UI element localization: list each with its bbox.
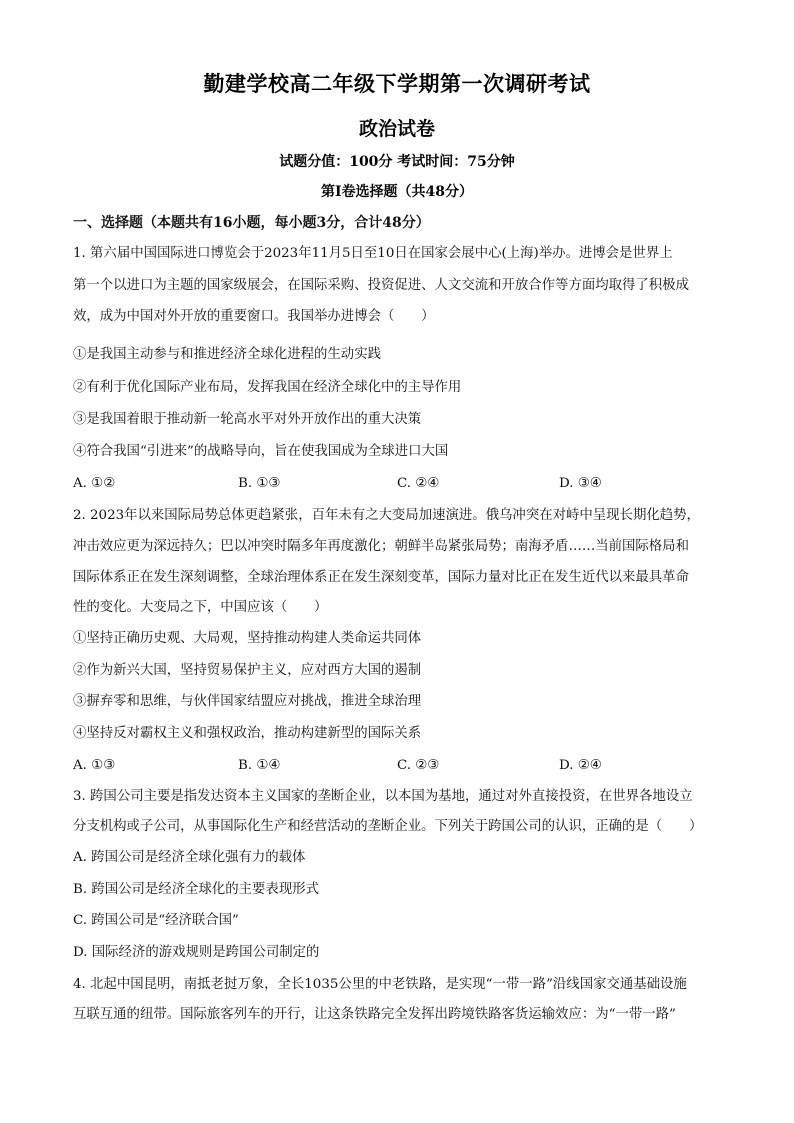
- choice-a[interactable]: A. 跨国公司是经济全球化强有力的载体: [73, 850, 306, 865]
- option-statement: ①坚持正确历史观、大局观，坚持推动构建人类命运共同体: [73, 631, 422, 646]
- part-title: 第Ⅰ卷选择题（共48分）: [320, 184, 474, 200]
- choice-c[interactable]: C. 跨国公司是“经济联合国”: [73, 913, 239, 928]
- question-text-line: 第一个以进口为主题的国家级展会，在国际采购、投资促进、人文交流和开放合作等方面均取得了积极成: [73, 278, 689, 293]
- question-text-line: 2. 2023年以来国际局势总体更趋紧张，百年未有之大变局加速演进。俄乌冲突在对峙中呈现长期化趋势，: [73, 508, 700, 523]
- question-text-line: 互联互通的纽带。国际旅客列车的开行，让这条铁路完全发挥出跨境铁路客货运输效应：为“一带一路”: [73, 1007, 676, 1022]
- choice-d[interactable]: D. ②④: [559, 758, 602, 773]
- choice-d[interactable]: D. ③④: [559, 476, 602, 491]
- option-statement: ①是我国主动参与和推进经济全球化进程的生动实践: [73, 347, 381, 362]
- subject-title: 政治试卷: [358, 118, 435, 140]
- exam-meta: 试题分值：100分 考试时间：75分钟: [279, 154, 515, 170]
- choice-c[interactable]: C. ②③: [397, 758, 440, 773]
- option-statement: ④坚持反对霸权主义和强权政治，推动构建新型的国际关系: [73, 726, 422, 741]
- choice-c[interactable]: C. ②④: [397, 476, 440, 491]
- choice-d[interactable]: D. 国际经济的游戏规则是跨国公司制定的: [73, 945, 320, 960]
- question-text-line: 国际体系正在发生深刻调整，全球治理体系正在发生深刻变革，国际力量对比正在发生近代以来最具革命: [73, 570, 689, 585]
- choice-a[interactable]: A. ①③: [73, 758, 116, 773]
- question-text-line: 3. 跨国公司主要是指发达资本主义国家的垄断企业，以本国为基地，通过对外直接投资，在世界各地设立: [73, 789, 693, 804]
- option-statement: ③摒弃零和思维，与伙伴国家结盟应对挑战，推进全球治理: [73, 694, 422, 709]
- question-text-line: 效，成为中国对外开放的重要窗口。我国举办进博会（ ）: [73, 309, 435, 324]
- choice-b[interactable]: B. ①④: [238, 758, 281, 773]
- question-text-line: 1. 第六届中国国际进口博览会于2023年11月5日至10日在国家会展中心(上海)举办。进博会是世界上: [73, 246, 673, 261]
- option-statement: ④符合我国“引进来”的战略导向，旨在使我国成为全球进口大国: [73, 444, 449, 459]
- option-statement: ③是我国着眼于推动新一轮高水平对外开放作出的重大决策: [73, 412, 422, 427]
- question-text-line: 冲击效应更为深远持久；巴以冲突时隔多年再度激化；朝鲜半岛紧张局势；南海矛盾……当前国际格局和: [73, 539, 689, 554]
- question-text-line: 分支机构或子公司，从事国际化生产和经营活动的垄断企业。下列关于跨国公司的认识，正确的是（ ）: [73, 819, 703, 834]
- question-text-line: 4. 北起中国昆明，南抵老挝万象，全长1035公里的中老铁路，是实现“一带一路”沿线国家交通基础设施: [73, 977, 687, 992]
- option-statement: ②作为新兴大国，坚持贸易保护主义，应对西方大国的遏制: [73, 663, 422, 678]
- option-statement: ②有利于优化国际产业布局，发挥我国在经济全球化中的主导作用: [73, 380, 462, 395]
- choice-b[interactable]: B. 跨国公司是经济全球化的主要表现形式: [73, 882, 319, 897]
- section-heading: 一、选择题（本题共有16小题，每小题3分，合计48分）: [73, 215, 430, 231]
- question-text-line: 性的变化。大变局之下，中国应该（ ）: [73, 600, 328, 615]
- choice-a[interactable]: A. ①②: [73, 476, 116, 491]
- exam-title: 勤建学校高二年级下学期第一次调研考试: [203, 71, 591, 96]
- choice-b[interactable]: B. ①③: [238, 476, 281, 491]
